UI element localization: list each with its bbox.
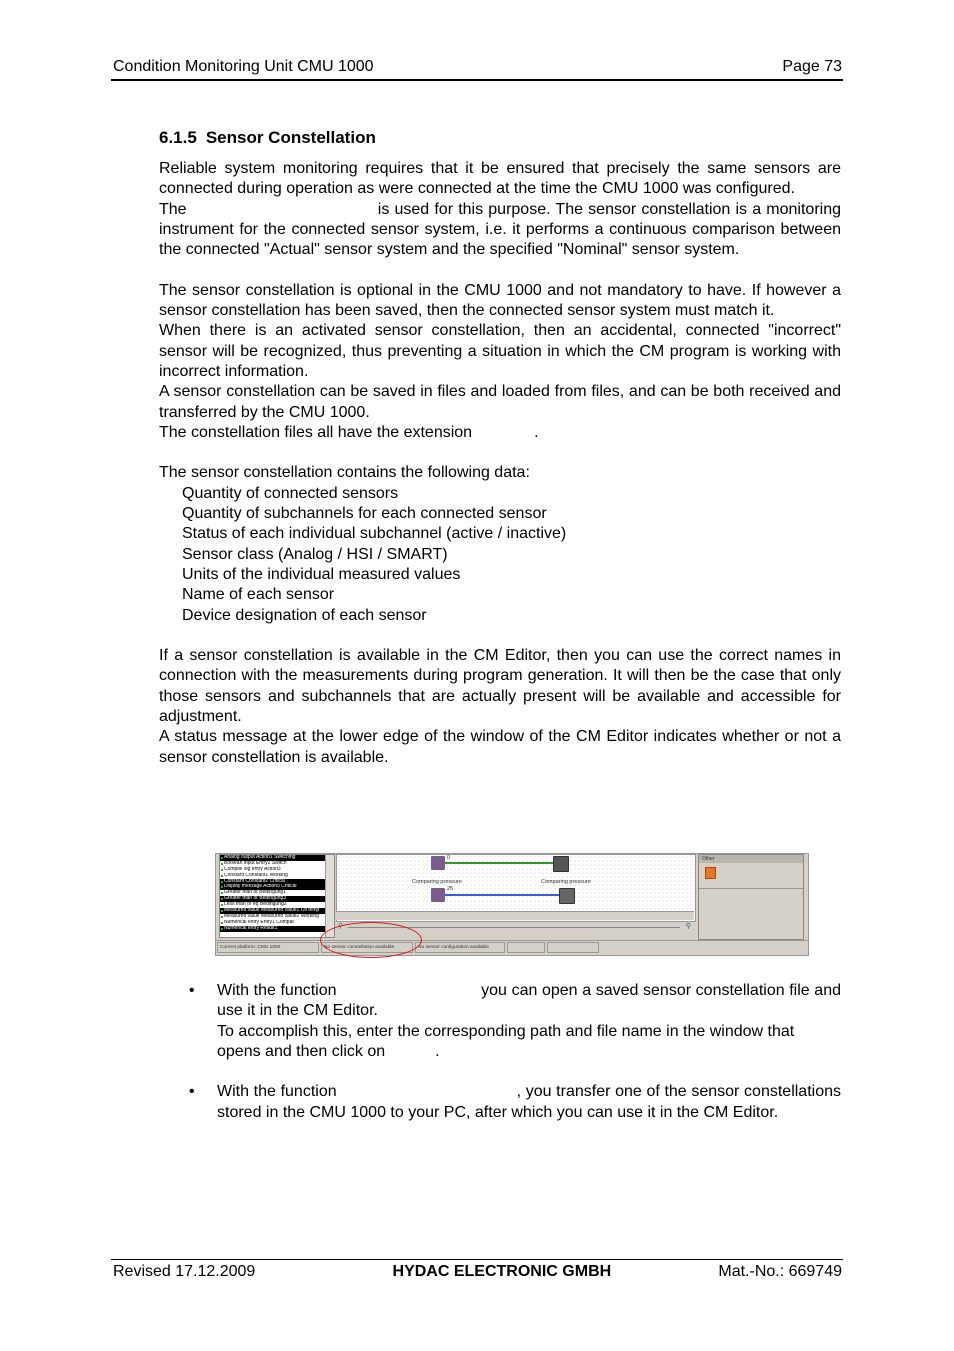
- toolbox-panel: [698, 854, 804, 940]
- list-row: Greater than or Bedingung3: [220, 896, 334, 902]
- status-bar: [216, 940, 808, 953]
- list-intro: The sensor constellation contains the following data:: [159, 464, 530, 482]
- header-rule: [111, 79, 843, 81]
- highlight-ellipse: [320, 922, 422, 958]
- connection-wire: [445, 862, 553, 864]
- zoom-in-icon: ⚲: [685, 923, 691, 930]
- paragraph-4: When there is an activated sensor constellation, then an accidental, connected "incorrect" sensor will be recognized, thus preventing a situation in which the CM program is working with incorrect information.: [159, 322, 841, 380]
- section-heading: [159, 128, 376, 148]
- list-row: Constant Constant1 Working: [220, 873, 334, 879]
- node-label: Comparing pressure: [541, 879, 591, 885]
- bullet-icon: •: [189, 1083, 195, 1101]
- list-row: Analog output Action1 Switching: [220, 855, 334, 861]
- list-row: Display message Action5 Critical: [220, 884, 334, 890]
- revision-date: Revised 17.12.2009: [113, 1263, 256, 1280]
- body-text: [159, 159, 841, 768]
- company-name: HYDAC ELECTRONIC GMBH: [392, 1263, 612, 1280]
- list-item: Quantity of subchannels for each connected sensor: [182, 505, 547, 523]
- node-value: 0: [447, 855, 451, 861]
- display-node-icon: [553, 856, 569, 872]
- paragraph-7: If a sensor constellation is available in the CM Editor, then you can use the correct names in connection with the measurements during program generation. It will then be the case that only those sensors and subchannels that are actually present will be available and accessible for adjustment.: [159, 647, 841, 726]
- canvas-horizontal-scrollbar: [336, 911, 694, 920]
- other-tool-icon: [705, 867, 716, 879]
- compare-node-icon: [559, 888, 575, 904]
- object-list-panel: [219, 854, 335, 938]
- section-title: Sensor Constellation: [205, 128, 376, 147]
- paragraph-6: The constellation files all have the extension .: [159, 423, 539, 441]
- cm-editor-screenshot: [215, 853, 809, 956]
- list-row: Constant Constant2 Critical: [220, 879, 334, 885]
- list-item: Sensor class (Analog / HSI / SMART): [182, 545, 448, 563]
- list-row: Greater than or Bedingung1: [220, 890, 334, 896]
- connection-wire: [445, 894, 563, 896]
- list-row: Less than or eq Bedingung2: [220, 902, 334, 908]
- list-item: Quantity of connected sensors: [182, 484, 399, 502]
- list-scrollbar: [325, 855, 334, 937]
- page-header: [113, 58, 842, 76]
- bullet-list: [159, 981, 841, 1123]
- bullet-item: • With the function , you transfer one of the sensor constellations stored in the CMU 1000 to your PC, after which you can use it in the CM Editor.: [189, 1083, 841, 1121]
- list-row: Numerical entry Result1: [220, 926, 334, 932]
- paragraph-3: The sensor constellation is optional in the CMU 1000 and not mandatory to have. If however a sensor constellation has been saved, then the connected sensor system must match it.: [159, 281, 841, 320]
- paragraph-1: Reliable system monitoring requires that it be ensured that precisely the same sensors are connected during operation as were connected at the time the CMU 1000 was configured.: [159, 160, 841, 198]
- numeric-node-icon: [431, 888, 445, 902]
- status-platform: Current platform: CMU 1000: [217, 942, 319, 953]
- zoom-out-icon: ⚲: [338, 923, 344, 930]
- bullet-item: • With the function you can open a saved sensor constellation file and use it in the CM Editor. To accomplish this, enter the corresponding path and file name in the window that opens and then click on .: [189, 982, 842, 1060]
- document-title: Condition Monitoring Unit CMU 1000: [113, 58, 374, 75]
- material-number: Mat.-No.: 669749: [718, 1263, 842, 1280]
- page-number: Page 73: [782, 58, 842, 75]
- list-item: Name of each sensor: [182, 586, 335, 604]
- list-item: Status of each individual subchannel (active / inactive): [182, 525, 567, 543]
- status-sensor-configuration: No sensor configuration available: [415, 942, 505, 953]
- paragraph-5: A sensor constellation can be saved in files and loaded from files, and can be both received and transferred by the CMU 1000.: [159, 383, 841, 421]
- list-item: Device designation of each sensor: [182, 606, 427, 624]
- status-empty: [507, 942, 545, 953]
- list-row: Compile log entry Action3: [220, 867, 334, 873]
- bullet-icon: •: [189, 982, 195, 999]
- list-row: Measured value Measured value1 Oil temp: [220, 908, 334, 914]
- status-empty: [547, 942, 599, 953]
- list-row: Numerical entry Entry1 Compar: [220, 920, 334, 926]
- section-number: 6.1.5: [159, 128, 197, 147]
- toolbox-header: Other: [699, 855, 803, 863]
- list-row: Measured value Measured value2 Working: [220, 914, 334, 920]
- status-sensor-constellation: No sensor constellation available: [321, 942, 413, 953]
- footer-rule: [111, 1259, 843, 1260]
- input-node-icon: [431, 856, 445, 870]
- node-value: 25: [447, 886, 454, 892]
- paragraph-2: The is used for this purpose. The sensor constellation is a monitoring instrument for the connected sensor system, i.e. it performs a continuous comparison between the connected "Actual" sensor system and the specified "Nominal" sensor system.: [159, 200, 841, 259]
- list-row: Boolean input Entry2 Switch: [220, 861, 334, 867]
- paragraph-8: A status message at the lower edge of the window of the CM Editor indicates whether or not a sensor constellation is available.: [159, 728, 841, 766]
- page-footer: [113, 1263, 842, 1281]
- list-item: Units of the individual measured values: [182, 565, 461, 583]
- node-label: Comparing pressure: [412, 879, 462, 885]
